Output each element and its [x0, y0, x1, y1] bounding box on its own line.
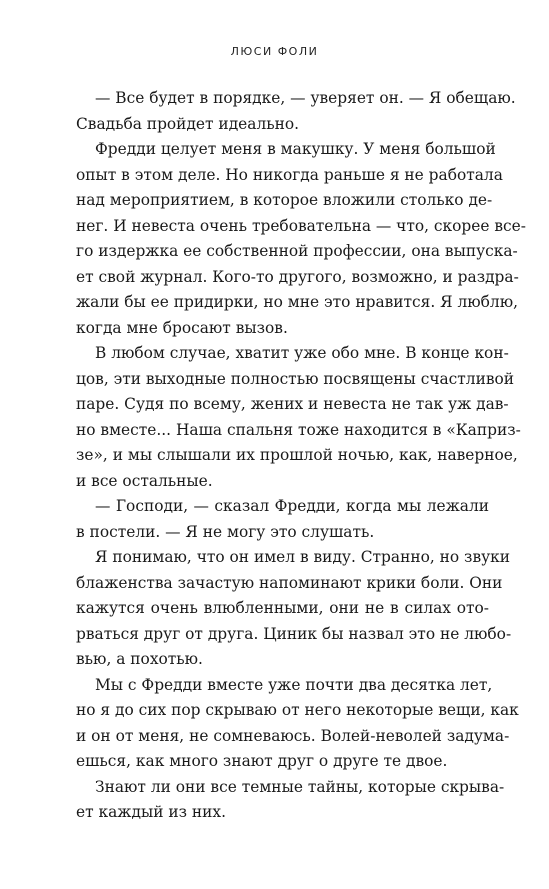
text-line: рваться друг от друга. Циник бы назвал это не любо- — [76, 624, 512, 643]
text-line: зе», и мы слышали их прошлой ночью, как, наверное, — [76, 446, 518, 464]
text-line: но я до сих пор скрываю от него некоторые вещи, как — [76, 701, 519, 719]
text-line: в постели. — Я не могу это слушать. — [76, 522, 375, 541]
text-line: Знают ли они все темные тайны, которые скрыва- — [95, 777, 505, 796]
text-line: Фредди целует меня в макушку. У меня большой — [95, 140, 496, 158]
body-text — [76, 86, 526, 826]
text-line: когда мне бросают вызов. — [76, 318, 288, 337]
text-line: опыт в этом деле. Но никогда раньше я не работала — [76, 165, 503, 184]
text-line: вью, а похотью. — [76, 650, 203, 668]
text-line: ет свой журнал. Кого-то другого, возможно, и раздра- — [76, 267, 519, 286]
text-line: цов, эти выходные полностью посвящены счастливой — [76, 369, 515, 388]
text-line: го издержка ее собственной профессии, она выпуска- — [76, 242, 518, 260]
text-line: жали бы ее придирки, но мне это нравится. Я люблю, — [76, 293, 518, 311]
text-line: паре. Судя по всему, жених и невеста не так уж дав- — [76, 395, 509, 413]
text-line: и он от меня, не сомневаюсь. Волей-неволей задума- — [76, 726, 510, 745]
text-line: Мы с Фредди вместе уже почти два десятка лет, — [95, 675, 493, 694]
text-line: Я понимаю, что он имел в виду. Странно, но звуки — [95, 548, 511, 566]
text-line: нег. И невеста очень требовательна — что, скорее все- — [76, 216, 526, 235]
text-line: — Все будет в порядке, — уверяет он. — Я обещаю. — [95, 89, 516, 107]
text-line: над мероприятием, в которое вложили столько де- — [76, 191, 493, 209]
text-line: и все остальные. — [76, 471, 213, 490]
text-line: В любом случае, хватит уже обо мне. В конце кон- — [95, 344, 509, 362]
text-line: кажутся очень влюбленными, они не в силах ото- — [76, 599, 489, 617]
text-line: — Господи, — сказал Фредди, когда мы лежали — [95, 497, 489, 515]
text-line: Свадьба пройдет идеально. — [76, 114, 300, 133]
text-line: ет каждый из них. — [76, 803, 226, 821]
text-line: блаженства зачастую напоминают крики боли. Они — [76, 573, 503, 592]
text-line: ешься, как много знают друг о друге те двое. — [76, 752, 448, 770]
text-line: но вместе... Наша спальня тоже находится в «Каприз- — [76, 420, 521, 439]
running-head: ЛЮСИ ФОЛИ — [230, 45, 319, 58]
